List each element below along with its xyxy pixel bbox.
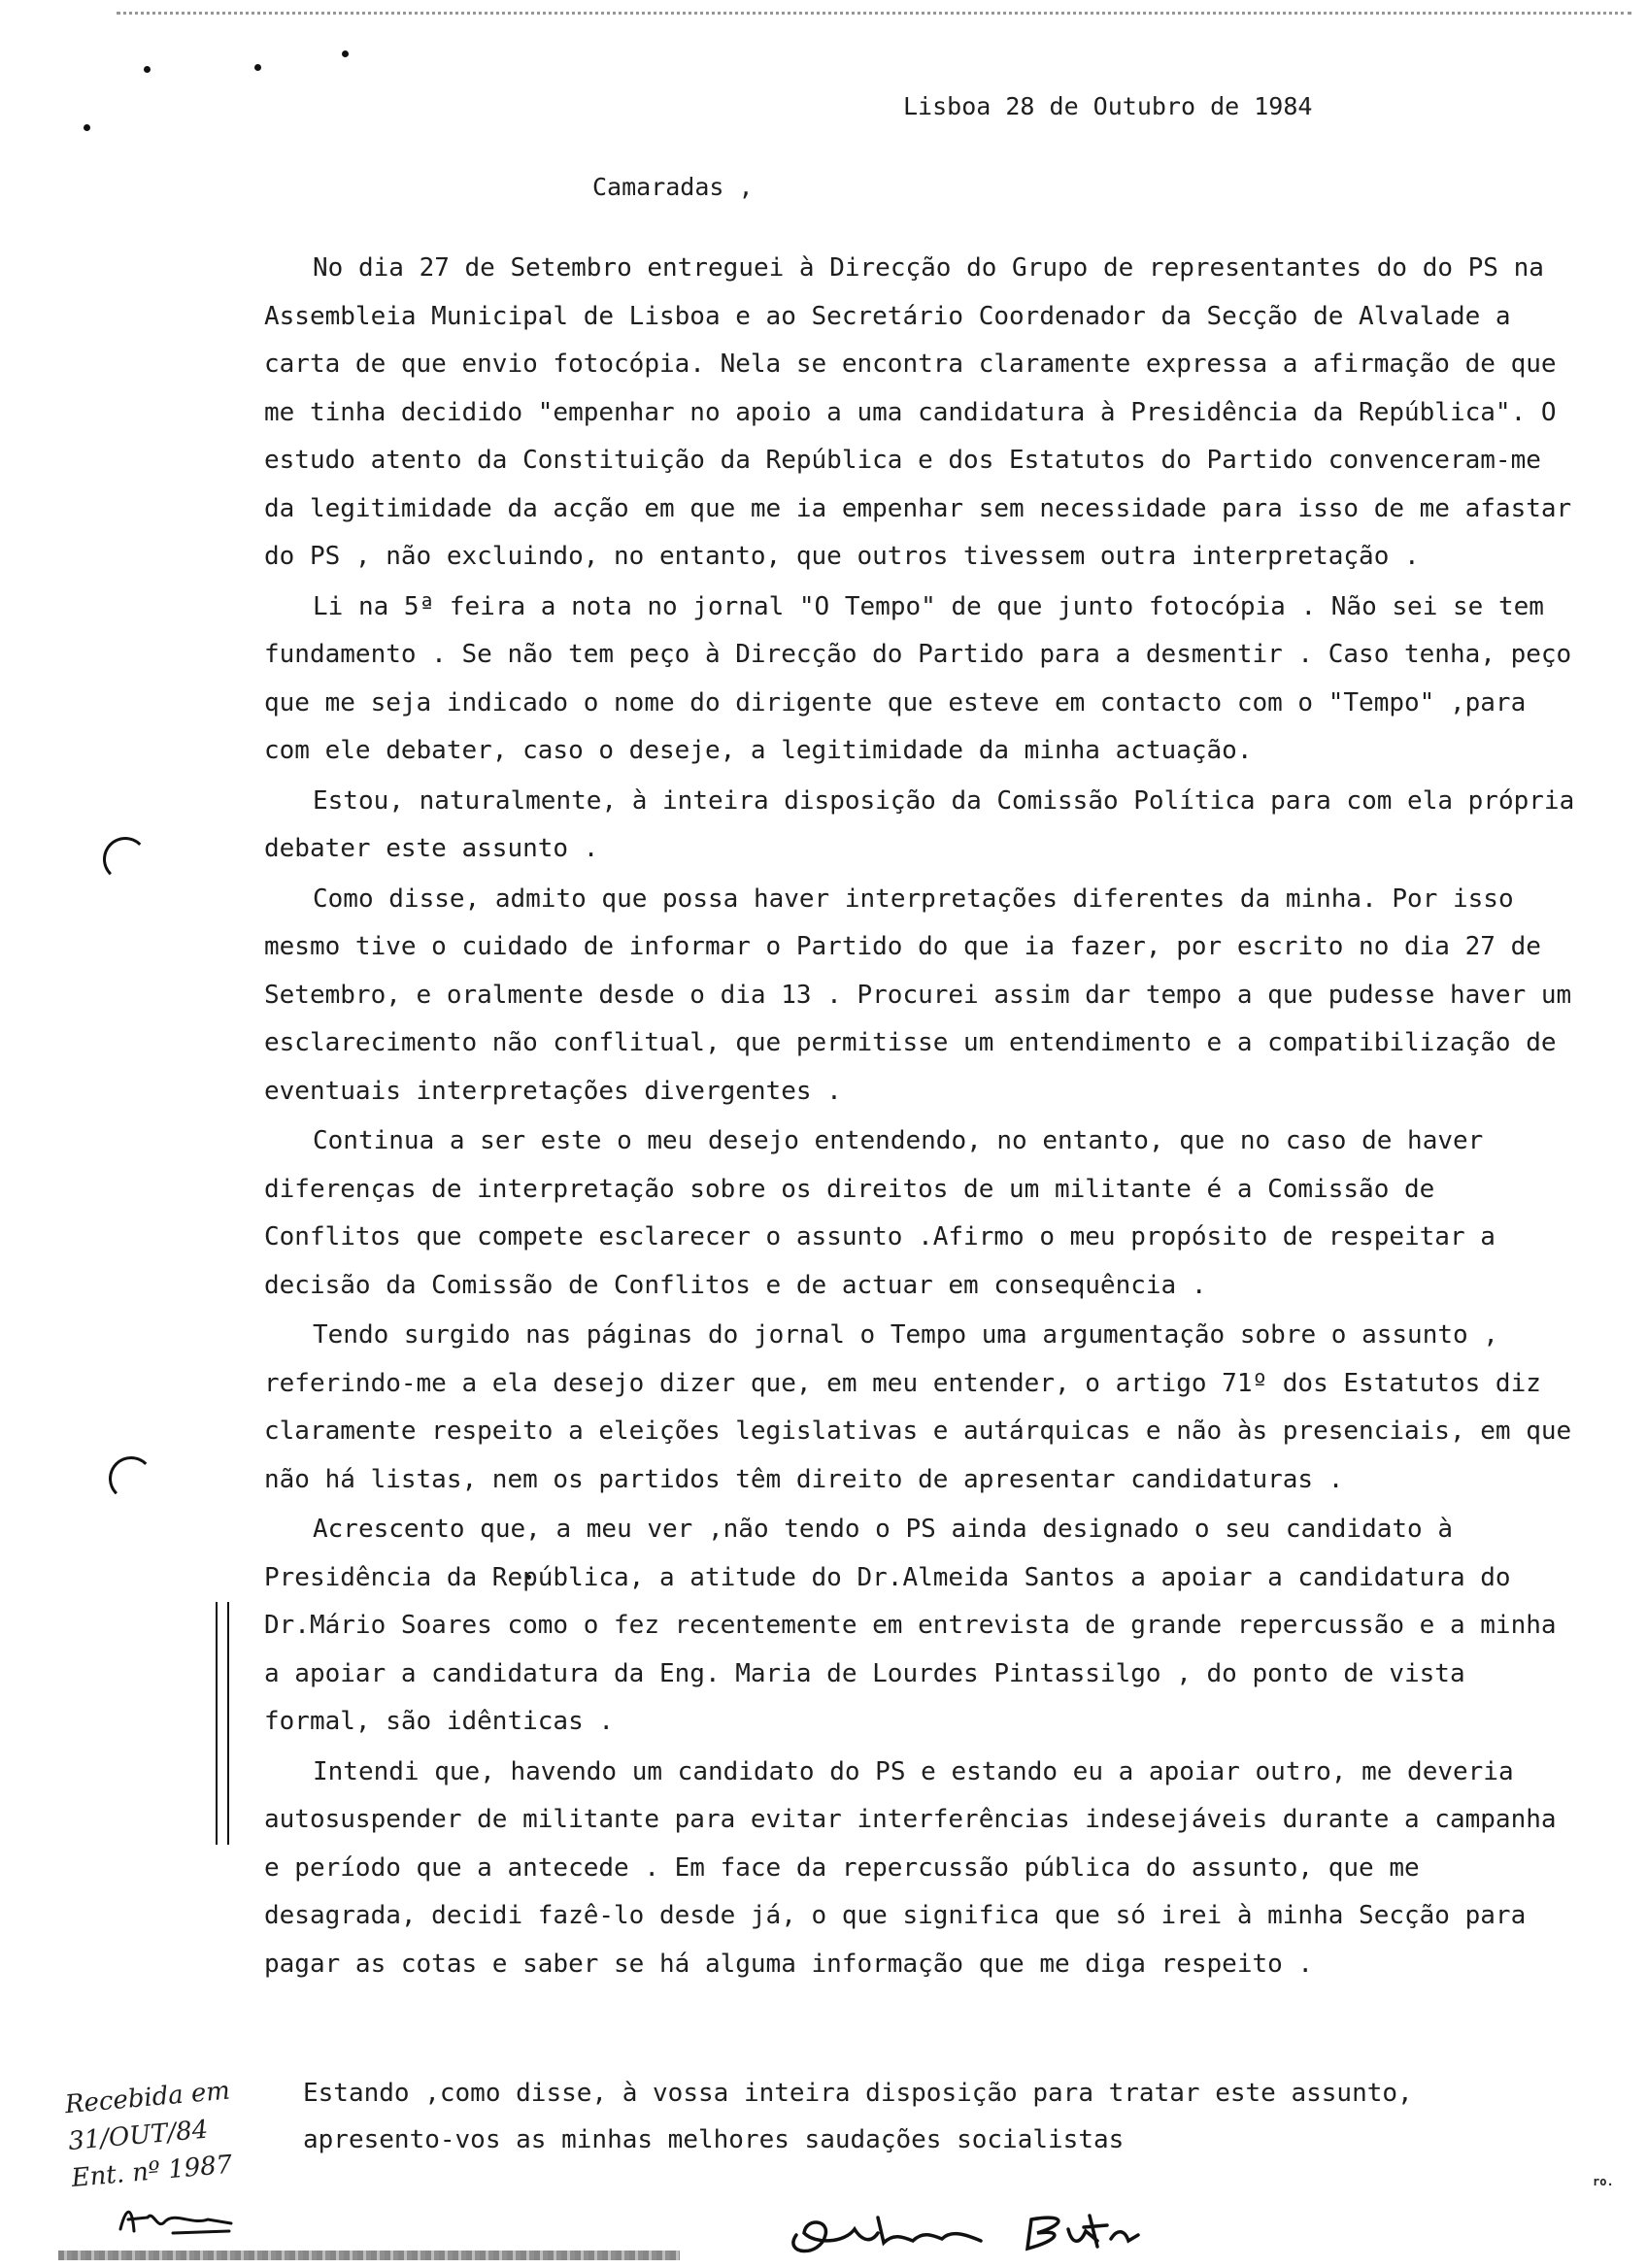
scan-edge-top	[117, 12, 1631, 18]
paragraph-8: Intendi que, havendo um candidato do PS e estando eu a apoiar outro, me deveria autosuspender de militante para evitar interferências indesejáveis durante a campanha e período que a antecede . Em face da repercussão pública do assunto, que me desagrada, decidi fazê-lo desde já, o que significa que só irei à minha Secção para pagar as cotas e saber se há alguma informação que me diga respeito .	[264, 1756, 1557, 1979]
letter-dateline: Lisboa 28 de Outubro de 1984	[903, 92, 1313, 120]
punch-hole-mark	[103, 837, 148, 882]
paragraph-3: Estou, naturalmente, à inteira disposição da Comissão Política para com ela própria debater este assunto .	[264, 785, 1575, 863]
paragraph-7: Acrescento que, a meu ver ,não tendo o PS ainda designado o seu candidato à Presidência da República, a atitude do Dr.Almeida Santos a apoiar a candidatura do Dr.Mário Soares como o fez recentemente em entrevista de grande repercussão e a minha a apoiar a candidatura da Eng. Maria de Lourdes Pintassilgo , do ponto de vista formal, são idênticas .	[264, 1515, 1557, 1736]
letter-salutation: Camaradas ,	[592, 173, 754, 201]
received-stamp-note	[63, 2069, 276, 2197]
paragraph-5: Continua a ser este o meu desejo entendendo, no entanto, que no caso de haver diferenças de interpretação sobre os direitos de um militante é a Comissão de Conflitos que compete esclarecer o assunto .Afirmo o meu propósito de respeitar a decisão da Comissão de Conflitos e de actuar em consequência .	[264, 1126, 1496, 1300]
margin-ref-mark: ro.	[1593, 2175, 1614, 2188]
punch-hole-mark	[109, 1456, 153, 1501]
ink-speck	[144, 66, 151, 73]
ink-speck	[342, 50, 349, 57]
letter-closing	[303, 2070, 1565, 2163]
received-note-date: 31/OUT/84	[67, 2115, 210, 2157]
received-note-number: Ent. nº 1987	[70, 2150, 234, 2193]
closing-line-2: apresento-vos as minhas melhores saudações socialistas	[303, 2125, 1125, 2154]
letter-body	[264, 245, 1585, 1990]
handwritten-initials	[115, 2202, 241, 2241]
handwritten-signature	[777, 2206, 1165, 2264]
received-note-line: Recebida em	[63, 2076, 232, 2120]
paragraph-4: Como disse, admito que possa haver interpretações diferentes da minha. Por isso mesmo tive o cuidado de informar o Partido do que ia fazer, por escrito no dia 27 de Setembro, e oralmente desde o dia 13 . Procurei assim dar tempo a que pudesse haver um esclarecimento não conflitual, que permitisse um entendimento e a compatibilização de eventuais interpretações divergentes .	[264, 884, 1572, 1106]
ink-speck	[84, 124, 90, 131]
margin-bracket-mark	[216, 1602, 229, 1845]
scan-edge-bottom	[58, 2251, 680, 2260]
closing-line-1: Estando ,como disse, à vossa inteira disposição para tratar este assunto,	[303, 2079, 1413, 2108]
paragraph-6: Tendo surgido nas páginas do jornal o Tempo uma argumentação sobre o assunto , referindo-me a ela desejo dizer que, em meu entender, o artigo 71º dos Estatutos diz claramente respeito a eleições legislativas e autárquicas e não às presenciais, em que não há listas, nem os partidos têm direito de apresentar candidaturas .	[264, 1320, 1572, 1494]
ink-speck	[254, 64, 261, 71]
paragraph-1: No dia 27 de Setembro entreguei à Direcção do Grupo de representantes do do PS na Assembleia Municipal de Lisboa e ao Secretário Coordenador da Secção de Alvalade a carta de que envio fotocópia. Nela se encontra claramente expressa a afirmação de que me tinha decidido "empenhar no apoio a uma candidatura à Presidência da República". O estudo atento da Constituição da República e dos Estatutos do Partido convenceram-me da legitimidade da acção em que me ia empenhar sem necessidade para isso de me afastar do PS , não excluindo, no entanto, que outros tivessem outra interpretação .	[264, 253, 1572, 571]
paragraph-2: Li na 5ª feira a nota no jornal "O Tempo" de que junto fotocópia . Não sei se tem fundamento . Se não tem peço à Direcção do Partido para a desmentir . Caso tenha, peço que me seja indicado o nome do dirigente que esteve em contacto com o "Tempo" ,para com ele debater, caso o deseje, a legitimidade da minha actuação.	[264, 591, 1572, 765]
